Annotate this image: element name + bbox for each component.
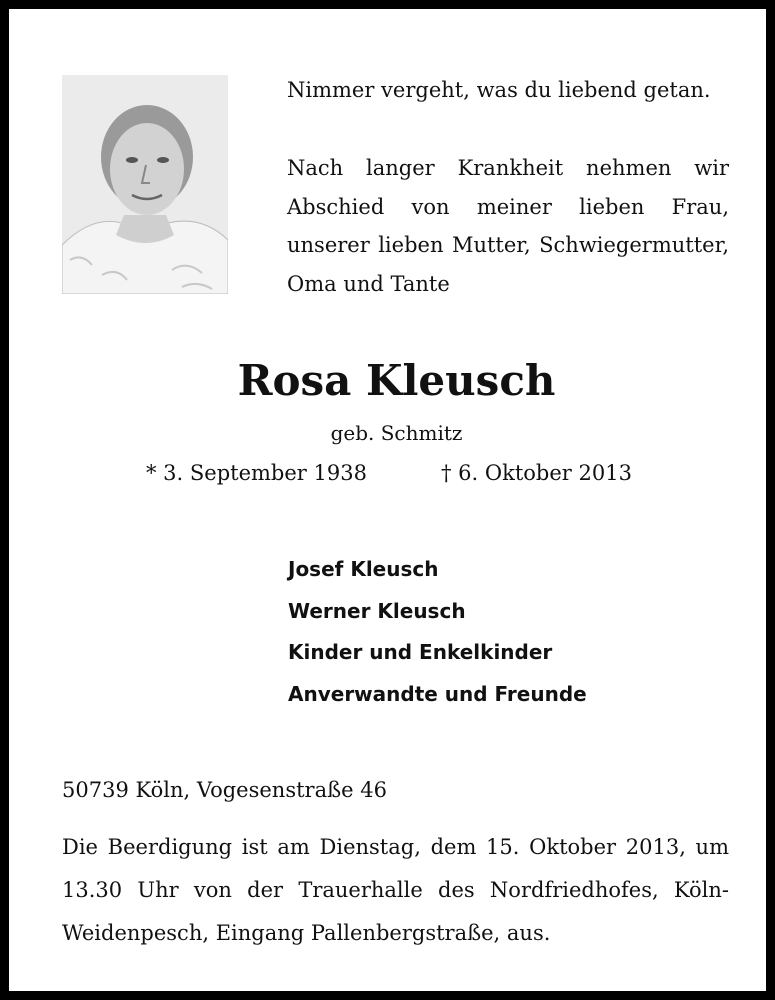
- portrait-photo: [62, 75, 228, 294]
- mourner: Anverwandte und Freunde: [288, 681, 587, 706]
- verse: Nimmer vergeht, was du liebend getan.: [287, 78, 711, 102]
- mourner: Kinder und Enkelkinder: [288, 640, 553, 664]
- birth-date: * 3. September 1938: [146, 461, 367, 485]
- maiden-name: geb. Schmitz: [330, 421, 463, 445]
- mourner: Werner Kleusch: [288, 598, 466, 623]
- intro-text: Nach langer Krankheit nehmen wir Abschied von meiner lieben Frau, unserer lieben Mutter, Schwiegermutter, Oma und Tante: [287, 156, 729, 296]
- deceased-name: Rosa Kleusch: [237, 356, 556, 405]
- address: 50739 Köln, Vogesenstraße 46: [62, 778, 387, 802]
- mourners-list: [288, 549, 587, 715]
- funeral-info: Die Beerdigung ist am Dienstag, dem 15. Oktober 2013, um 13.30 Uhr von der Trauerhalle des Nordfriedhofes, Köln-Weidenpesch, Eingang Pallenbergstraße, aus.: [62, 835, 729, 945]
- death-date: † 6. Oktober 2013: [441, 461, 632, 485]
- mourner: Josef Kleusch: [288, 557, 439, 581]
